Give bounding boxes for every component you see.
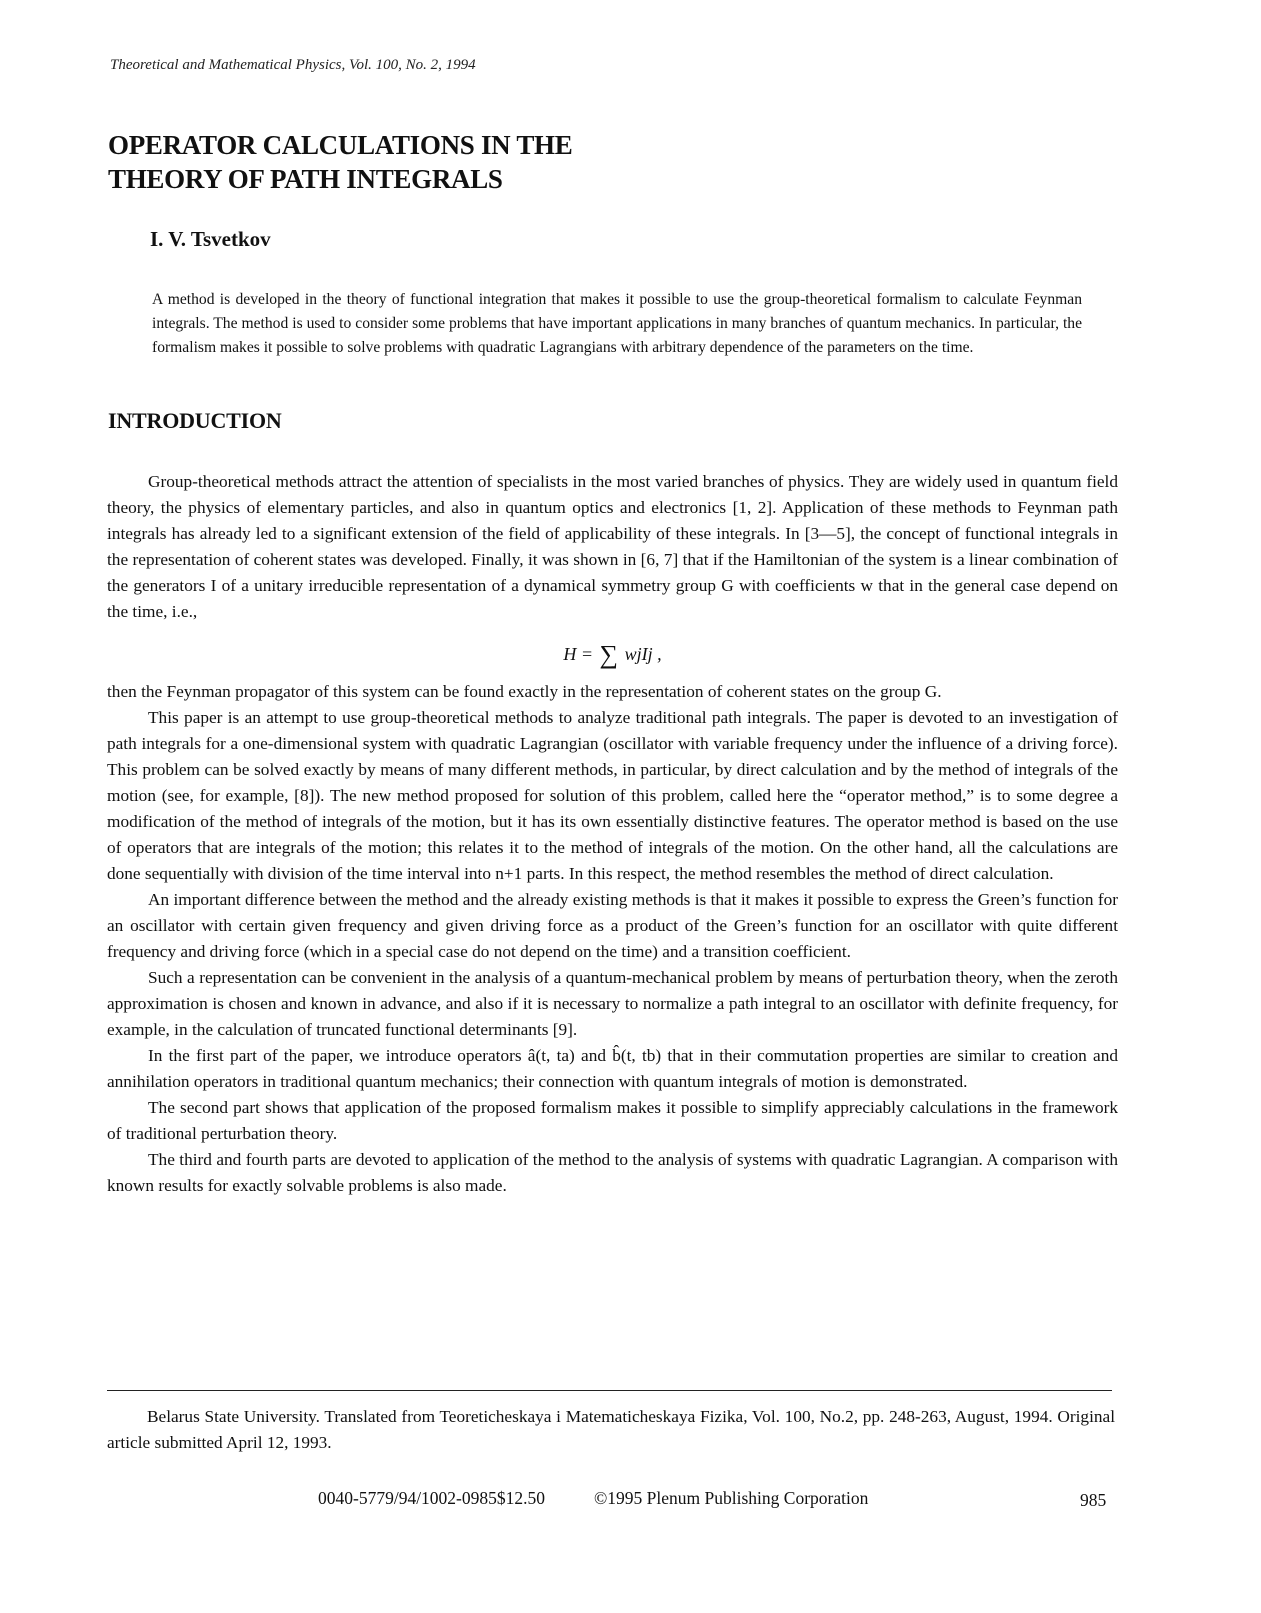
page-number: 985 — [1080, 1490, 1107, 1510]
paragraph-6: In the first part of the paper, we introduce operators â(t, ta) and b̂(t, tb) that in their commutation properties are similar to creation and annihilation operators in traditional quantum mechanics; their connection with quantum integrals of motion is demonstrated. — [107, 1046, 1118, 1091]
paragraph-7: The second part shows that application of the proposed formalism makes it possible to simplify appreciably calculations in the framework of traditional perturbation theory. — [107, 1098, 1118, 1143]
copyright-notice: ©1995 Plenum Publishing Corporation — [594, 1488, 869, 1508]
abstract: A method is developed in the theory of functional integration that makes it possible to use the group-theoretical formalism to calculate Feynman integrals. The method is used to consider some problems that have important applications in many branches of quantum mechanics. In particular, the formalism makes it possible to solve problems with quadratic Lagrangians with arbitrary dependence of the parameters on the time. — [152, 291, 1082, 356]
journal-header: Theoretical and Mathematical Physics, Vol. 100, No. 2, 1994 — [110, 57, 476, 73]
paragraph-5: Such a representation can be convenient in the analysis of a quantum-mechanical problem by means of perturbation theory, when the zeroth approximation is chosen and known in advance, and also if it is necessary to normalize a path integral to an oscillator with definite frequency, for example, in the calculation of truncated functional determinants [9]. — [107, 968, 1118, 1039]
footnote-text: Belarus State University. Translated from Teoreticheskaya i Matematicheskaya Fizika, Vol. 100, No.2, pp. 248-263, August, 1994. Original article submitted April 12, 1993. — [107, 1407, 1115, 1452]
footnote — [107, 1404, 1115, 1456]
article-code: 0040-5779/94/1002-0985$12.50 — [318, 1488, 546, 1508]
title-line-2: THEORY OF PATH INTEGRALS — [108, 164, 503, 194]
hamiltonian-equation — [107, 627, 1118, 677]
paragraph-8: The third and fourth parts are devoted to application of the method to the analysis of systems with quadratic Lagrangian. A comparison with known results for exactly solvable problems is also made. — [107, 1150, 1118, 1195]
title-line-1: OPERATOR CALCULATIONS IN THE — [108, 130, 573, 160]
equation-rhs: wjIj , — [624, 644, 662, 664]
page-footer — [0, 1484, 1261, 1512]
paper-title — [108, 128, 828, 196]
section-heading: INTRODUCTION — [108, 408, 282, 433]
paragraph-3: This paper is an attempt to use group-theoretical methods to analyze traditional path integrals. The paper is devoted to an investigation of path integrals for a one-dimensional system with quadratic Lagrangian (oscillator with variable frequency under the influence of a driving force). This problem can be solved exactly by means of many different methods, in particular, by direct calculation and by the method of integrals of the motion (see, for example, [8]). The new method proposed for solution of this problem, called here the “operator method,” is to some degree a modification of the method of integrals of the motion, but it has its own essentially distinctive features. The operator method is based on the use of operators that are integrals of the motion; this relates it to the method of integrals of the motion. On the other hand, all the calculations are done sequentially with division of the time interval into n+1 parts. In this respect, the method resembles the method of direct calculation. — [107, 708, 1118, 883]
paragraph-1: Group-theoretical methods attract the attention of specialists in the most varied branches of physics. They are widely used in quantum field theory, the physics of elementary particles, and also in quantum optics and electronics [1, 2]. Application of these methods to Feynman path integrals has already led to a significant extension of the field of applicability of these integrals. In [3—5], the concept of functional integrals in the representation of coherent states was developed. Finally, it was shown in [6, 7] that if the Hamiltonian of the system is a linear combination of the generators I of a unitary irreducible representation of a dynamical symmetry group G with coefficients w that in the general case depend on the time, i.e., — [107, 472, 1118, 621]
body-text — [107, 469, 1118, 1199]
footnote-rule — [107, 1390, 1112, 1391]
equation-lhs: H = — [563, 644, 594, 664]
author-name: I. V. Tsvetkov — [150, 227, 271, 251]
paragraph-2: then the Feynman propagator of this system can be found exactly in the representation of coherent states on the group G. — [107, 682, 942, 701]
paragraph-4: An important difference between the method and the already existing methods is that it makes it possible to express the Green’s function for an oscillator with certain given frequency and given driving force as a product of the Green’s function for an oscillator with quite different frequency and driving force (which in a special case do not depend on the time) and a transition coefficient. — [107, 890, 1118, 961]
sum-symbol: ∑ — [599, 640, 619, 669]
